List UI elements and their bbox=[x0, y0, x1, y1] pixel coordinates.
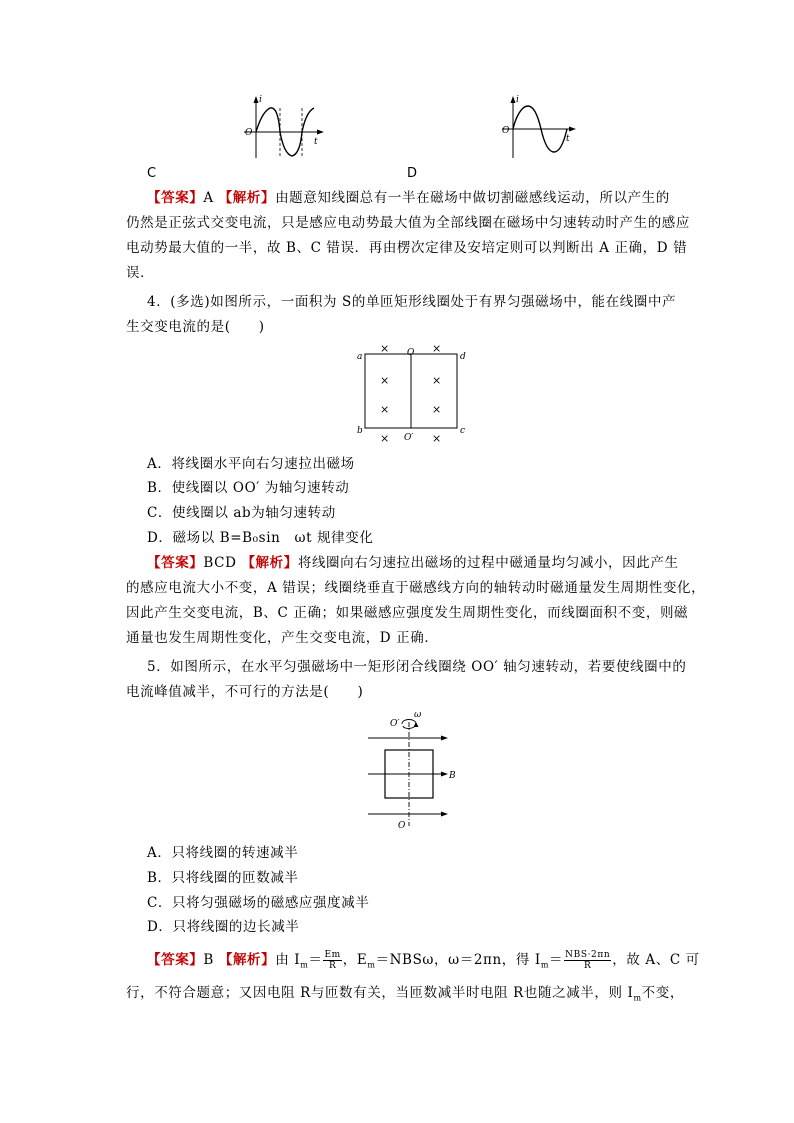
q4-stem-line1: 4．(多选)如图所示，一面积为 S的单匝矩形线圈处于有界匀强磁场中，能在线圈中产 bbox=[147, 294, 677, 310]
axis-t-label: t bbox=[314, 137, 318, 147]
q3-answer-line4: 误． bbox=[126, 265, 155, 281]
svg-text:×: × bbox=[432, 374, 442, 387]
figure-c-graph bbox=[240, 92, 330, 160]
svg-text:t: t bbox=[566, 134, 570, 144]
field-B-label: B bbox=[449, 771, 456, 781]
q4-answer-line4: 通量也发生周期性变化，产生交变电流，D 正确． bbox=[126, 630, 439, 646]
svg-text:×: × bbox=[380, 432, 390, 445]
q4-option-a: A．将线圈水平向右匀速拉出磁场 bbox=[147, 456, 355, 472]
q5-stem-line2: 电流峰值减半，不可行的方法是( ) bbox=[126, 684, 364, 700]
q5-rotating-coil-figure bbox=[358, 710, 468, 836]
omega-label: ω bbox=[414, 710, 422, 720]
q5-stem-line1: 5．如图所示，在水平匀强磁场中一矩形闭合线圈绕 OO′ 轴匀速转动，若要使线圈中的 bbox=[147, 659, 687, 675]
q4-option-c: C．使线圈以 ab为轴匀速转动 bbox=[147, 505, 336, 521]
origin-label: O bbox=[245, 128, 253, 138]
corner-b: b bbox=[357, 426, 363, 436]
q3-answer-line2: 仍然是正弦式交变电流，只是感应电动势最大值为全部线圈在磁场中匀速转动时产生的感应 bbox=[126, 215, 690, 231]
q4-answer-line1: 【答案】BCD 【解析】将线圈向右匀速拉出磁场的过程中磁通量均匀减小，因此产生 bbox=[147, 555, 679, 571]
q4-answer-line3: 因此产生交变电流，B、C 正确；如果磁感应强度发生周期性变化，而线圈面积不变，则磁 bbox=[126, 605, 689, 621]
q5-option-d: D．只将线圈的边长减半 bbox=[147, 919, 300, 935]
figure-d-label: D bbox=[407, 166, 418, 181]
svg-text:O: O bbox=[502, 126, 510, 136]
q4-option-d: D．磁场以 B=B₀sin ωt 规律变化 bbox=[147, 530, 374, 546]
svg-text:i: i bbox=[516, 95, 519, 105]
svg-text:×: × bbox=[432, 432, 442, 445]
q4-answer-line2: 的感应电流大小不变，A 错误；线圈绕垂直于磁感线方向的轴转动时磁通量发生周期性变化， bbox=[126, 580, 706, 596]
corner-a: a bbox=[357, 352, 363, 362]
axis-i-label: i bbox=[259, 95, 262, 105]
corner-c: c bbox=[460, 426, 466, 436]
q4-option-b: B．使线圈以 OO′ 为轴匀速转动 bbox=[147, 480, 350, 496]
axis-top-label: O′ bbox=[390, 719, 400, 729]
svg-text:×: × bbox=[380, 403, 390, 416]
q3-answer-line3: 电动势最大值的一半，故 B、C 错误．再由楞次定律及安培定则可以判断出 A 正确，D 错 bbox=[126, 240, 688, 256]
figure-d-graph bbox=[500, 92, 580, 160]
svg-text:×: × bbox=[432, 403, 442, 416]
q5-option-c: C．只将匀强磁场的磁感应强度减半 bbox=[147, 895, 370, 911]
axis-O: O bbox=[407, 348, 415, 358]
fraction-em-over-r: $\frac{Em}{R}$ bbox=[324, 950, 341, 971]
svg-text:×: × bbox=[380, 374, 390, 387]
fraction-nbs-over-r: $\frac{\text{NBS·2πn}}{R}$ bbox=[565, 950, 611, 971]
figure-c-label: C bbox=[147, 166, 157, 181]
svg-text:×: × bbox=[432, 342, 442, 355]
q4-stem-line2: 生交变电流的是( ) bbox=[126, 319, 265, 335]
axis-O-prime: O′ bbox=[404, 433, 414, 443]
corner-d: d bbox=[460, 352, 466, 362]
q5-answer-line2: 行，不符合题意；又因电阻 R与匝数有关，当匝数减半时电阻 R也随之减半，则 $I_m$不变， bbox=[126, 985, 684, 1003]
svg-text:×: × bbox=[380, 342, 390, 355]
q5-option-b: B．只将线圈的匝数减半 bbox=[147, 870, 299, 886]
q4-coil-figure bbox=[352, 340, 472, 448]
q5-answer-line1: 【答案】B 【解析】由 $I_m=$ $\frac{Em}{R}$ ，$E_m=NBS\omega$，ω＝2πn，得 $I_m=$ $\frac{\text{NBS·2πn}}{R}$ ，故 A、C 可 bbox=[147, 950, 700, 971]
q5-option-a: A．只将线圈的转速减半 bbox=[147, 845, 299, 861]
q3-answer-line1: 【答案】A 【解析】由题意知线圈总有一半在磁场中做切割磁感线运动，所以产生的 bbox=[147, 190, 670, 206]
axis-bottom-label: O bbox=[398, 821, 406, 831]
